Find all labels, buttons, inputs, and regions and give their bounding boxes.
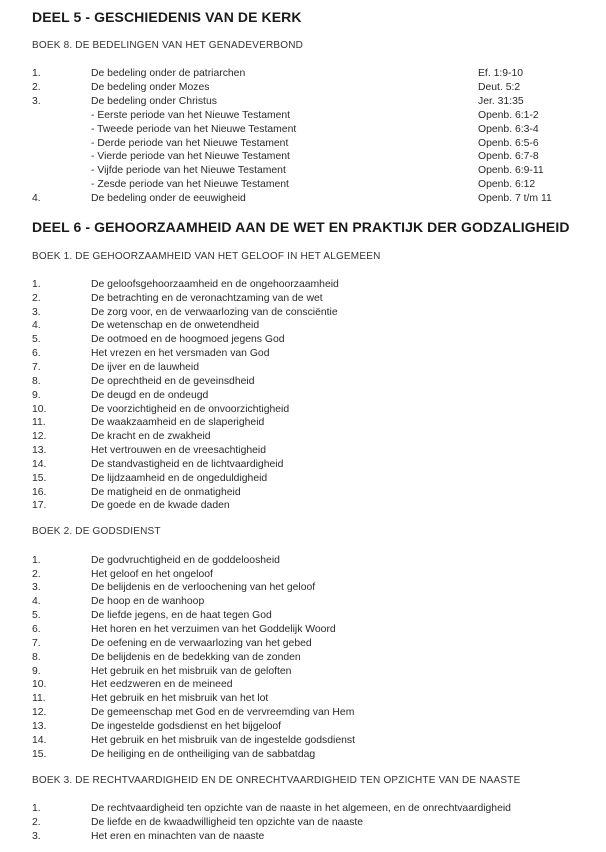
list-item: 12. De gemeenschap met God en de vervreemding van Hem	[32, 707, 355, 718]
list-item: 7. De oefening en de verwaarlozing van het gebed	[32, 638, 312, 649]
list-item: - Zesde periode van het Nieuwe Testament Openb. 6:12	[91, 179, 536, 190]
list-item: 2. De bedeling onder Mozes Deut. 5:2	[32, 82, 521, 93]
list-item: 9. De deugd en de ondeugd	[32, 390, 209, 401]
list-item: 3. De zorg voor, en de verwaarlozing van de consciëntie	[32, 307, 338, 318]
list-item: - Vierde periode van het Nieuwe Testament Openb. 6:7-8	[91, 151, 539, 162]
scripture-ref: Openb. 6:7-8	[478, 151, 539, 162]
list-item: 1. De rechtvaardigheid ten opzichte van de naaste in het algemeen, en de onrechtvaardigheid	[32, 803, 511, 814]
list-item: 3. De bedeling onder Christus Jer. 31:35	[32, 96, 524, 107]
list-item: 13. De ingestelde godsdienst en het bijgeloof	[32, 721, 282, 732]
scripture-ref: Deut. 5:2	[478, 82, 521, 93]
deel5-boek8-title: BOEK 8. DE BEDELINGEN VAN HET GENADEVERBOND	[32, 40, 304, 51]
list-item: 2. Het geloof en het ongeloof	[32, 569, 213, 580]
list-item: 5. De ootmoed en de hoogmoed jegens God	[32, 334, 285, 345]
list-item: 6. Het vrezen en het versmaden van God	[32, 348, 270, 359]
list-item: 3. Het eren en minachten van de naaste	[32, 831, 265, 842]
scripture-ref: Openb. 6:1-2	[478, 110, 539, 121]
scripture-ref: Openb. 6:5-6	[478, 138, 539, 149]
list-item: - Tweede periode van het Nieuwe Testament Openb. 6:3-4	[91, 124, 539, 135]
list-item: 1. De geloofsgehoorzaamheid en de ongehoorzaamheid	[32, 279, 339, 290]
list-item: 7. De ijver en de lauwheid	[32, 362, 200, 373]
list-item: 14. Het gebruik en het misbruik van de ingestelde godsdienst	[32, 735, 355, 746]
list-item: 8. De belijdenis en de bedekking van de zonden	[32, 652, 301, 663]
list-item: 10. Het eedzweren en de meineed	[32, 679, 233, 690]
deel5-title: DEEL 5 - GESCHIEDENIS VAN DE KERK	[32, 9, 302, 25]
scripture-ref: Ef. 1:9-10	[478, 68, 524, 79]
scripture-ref: Jer. 31:35	[478, 96, 524, 107]
list-item: 16. De matigheid en de onmatigheid	[32, 487, 241, 498]
list-item: 17. De goede en de kwade daden	[32, 500, 230, 511]
list-item: 15. De lijdzaamheid en de ongeduldigheid	[32, 473, 268, 484]
list-item: 4. De wetenschap en de onwetendheid	[32, 320, 260, 331]
list-item: 4. De bedeling onder de eeuwigheid Openb. 7 t/m 11	[32, 193, 552, 204]
list-item: 4. De hoop en de wanhoop	[32, 596, 205, 607]
deel6-boek2-title: BOEK 2. DE GODSDIENST	[32, 526, 161, 537]
list-item: 2. De betrachting en de veronachtzaming van de wet	[32, 293, 323, 304]
list-item: 5. De liefde jegens, en de haat tegen God	[32, 610, 272, 621]
list-item: 1. De godvruchtigheid en de goddeloosheid	[32, 555, 280, 566]
scripture-ref: Openb. 6:9-11	[478, 165, 544, 176]
deel6-title: DEEL 6 - GEHOORZAAMHEID AAN DE WET EN PRAKTIJK DER GODZALIGHEID	[32, 219, 570, 235]
list-item: 10. De voorzichtigheid en de onvoorzichtigheid	[32, 404, 290, 415]
list-item: 1. De bedeling onder de patriarchen Ef. 1:9-10	[32, 68, 524, 79]
list-item: 9. Het gebruik en het misbruik van de geloften	[32, 666, 292, 677]
scripture-ref: Openb. 6:12	[478, 179, 536, 190]
list-item: 8. De oprechtheid en de geveinsdheid	[32, 376, 255, 387]
list-item: 2. De liefde en de kwaadwilligheid ten opzichte van de naaste	[32, 817, 364, 828]
list-item: - Vijfde periode van het Nieuwe Testament Openb. 6:9-11	[91, 165, 544, 176]
scripture-ref: Openb. 7 t/m 11	[478, 193, 552, 204]
list-item: 3. De belijdenis en de verloochening van het geloof	[32, 582, 316, 593]
deel6-boek1-title: BOEK 1. DE GEHOORZAAMHEID VAN HET GELOOF IN HET ALGEMEEN	[32, 251, 381, 262]
list-item: 15. De heiliging en de ontheiliging van de sabbatdag	[32, 749, 316, 760]
list-item: 12. De kracht en de zwakheid	[32, 431, 211, 442]
list-item: 6. Het horen en het verzuimen van het Goddelijk Woord	[32, 624, 336, 635]
scripture-ref: Openb. 6:3-4	[478, 124, 539, 135]
list-item: - Derde periode van het Nieuwe Testament Openb. 6:5-6	[91, 138, 539, 149]
list-item: 13. Het vertrouwen en de vreesachtigheid	[32, 445, 267, 456]
list-item: 14. De standvastigheid en de lichtvaardigheid	[32, 459, 284, 470]
deel6-boek3-title: BOEK 3. DE RECHTVAARDIGHEID EN DE ONRECHTVAARDIGHEID TEN OPZICHTE VAN DE NAASTE	[32, 775, 521, 786]
list-item: - Eerste periode van het Nieuwe Testament Openb. 6:1-2	[91, 110, 539, 121]
list-item: 11. De waakzaamheid en de slaperigheid	[32, 417, 265, 428]
list-item: 11. Het gebruik en het misbruik van het lot	[32, 693, 269, 704]
